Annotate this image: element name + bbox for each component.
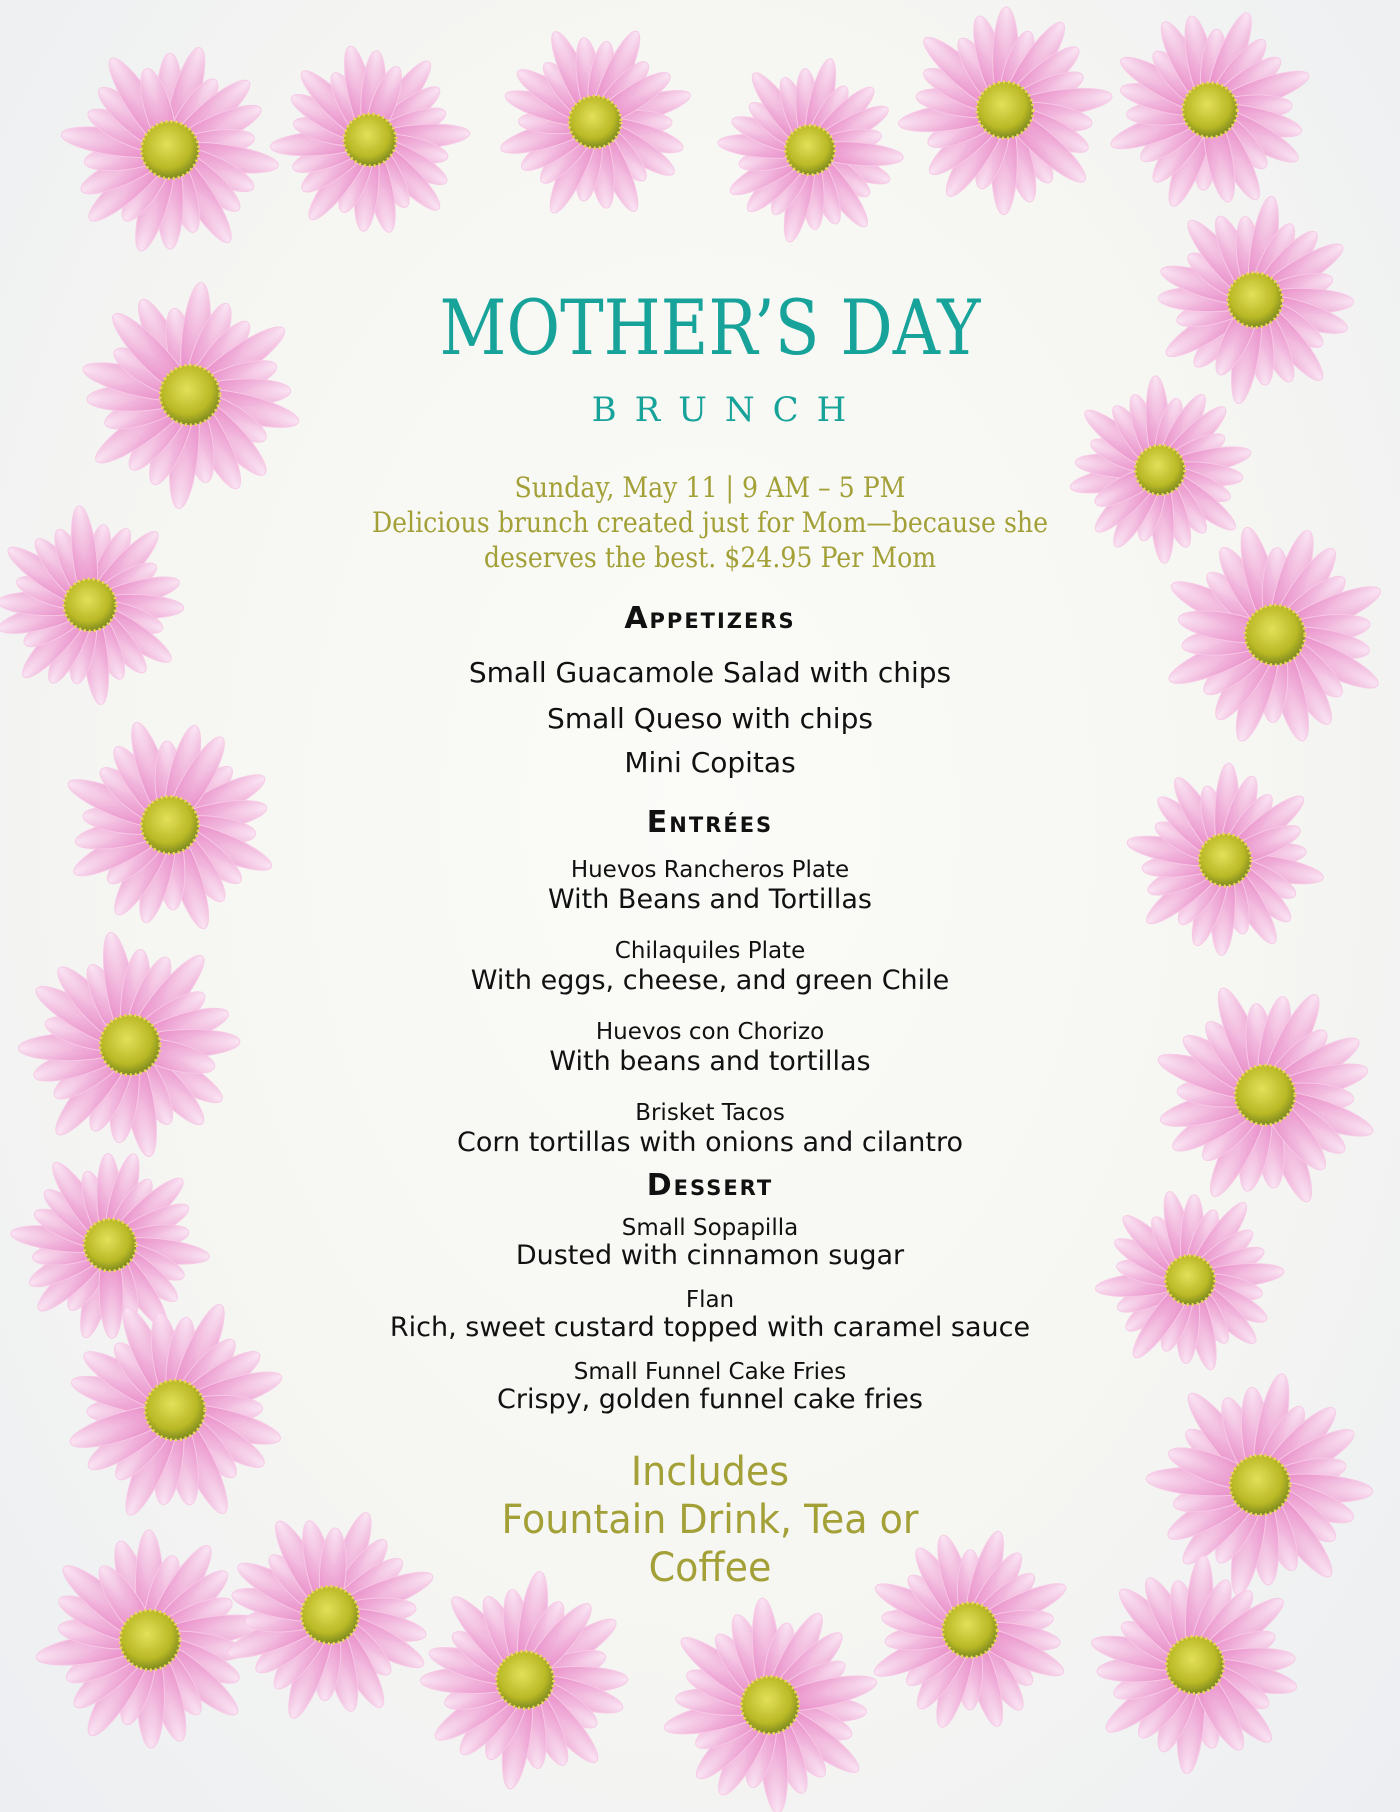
entree-description: Corn tortillas with onions and cilantro bbox=[457, 1127, 963, 1158]
includes-label: Includes bbox=[630, 1449, 790, 1495]
daisy-flower bbox=[1095, 1189, 1285, 1372]
daisy-flower bbox=[1164, 524, 1386, 745]
dessert-name: Flan bbox=[685, 1287, 735, 1313]
dessert-heading: Dessert bbox=[646, 1168, 774, 1203]
dessert-description: Dusted with cinnamon sugar bbox=[515, 1240, 905, 1271]
page-title: MOTHER’S DAY bbox=[439, 283, 981, 372]
includes-coffee: Coffee bbox=[648, 1545, 772, 1591]
brunch-menu bbox=[300, 0, 1120, 1812]
entree-name: Huevos Rancheros Plate bbox=[570, 857, 850, 883]
appetizer-item: Small Guacamole Salad with chips bbox=[468, 656, 952, 689]
entree-name: Huevos con Chorizo bbox=[595, 1019, 825, 1045]
appetizers-heading: Appetizers bbox=[624, 601, 796, 636]
dessert-description: Rich, sweet custard topped with caramel sauce bbox=[389, 1312, 1031, 1343]
entree-description: With eggs, cheese, and green Chile bbox=[470, 965, 950, 996]
entrees-heading: Entrées bbox=[646, 805, 774, 840]
daisy-flower bbox=[0, 504, 184, 705]
includes-note bbox=[321, 1448, 1100, 1592]
dessert-name: Small Sopapilla bbox=[621, 1215, 799, 1241]
daisy-flower bbox=[66, 1299, 285, 1520]
daisy-flower bbox=[1157, 194, 1353, 405]
event-description: Delicious brunch created just for Mom—because she bbox=[371, 506, 1049, 539]
daisy-flower bbox=[1146, 1371, 1374, 1597]
daisy-flower bbox=[34, 1530, 265, 1748]
daisy-flower bbox=[80, 281, 302, 510]
appetizer-item: Mini Copitas bbox=[624, 746, 796, 779]
daisy-flower bbox=[1125, 763, 1325, 956]
dessert-description: Crispy, golden funnel cake fries bbox=[497, 1384, 923, 1415]
appetizer-item: Small Queso with chips bbox=[547, 702, 873, 735]
daisy-flower bbox=[1107, 8, 1313, 210]
entree-name: Chilaquiles Plate bbox=[614, 938, 806, 964]
dessert-name: Small Funnel Cake Fries bbox=[573, 1359, 847, 1385]
event-info bbox=[300, 470, 1120, 575]
entree-name: Brisket Tacos bbox=[635, 1100, 785, 1126]
entree-description: With beans and tortillas bbox=[549, 1046, 871, 1077]
daisy-flower bbox=[59, 44, 280, 255]
includes-drinks: Fountain Drink, Tea or bbox=[501, 1497, 919, 1543]
daisy-flower bbox=[1154, 983, 1377, 1206]
daisy-flower bbox=[10, 1151, 211, 1341]
page-subtitle: BRUNCH bbox=[591, 390, 865, 430]
daisy-flower bbox=[18, 930, 240, 1159]
event-price: deserves the best. $24.95 Per Mom bbox=[483, 541, 937, 574]
entree-description: With Beans and Tortillas bbox=[548, 884, 872, 915]
event-date-time: Sunday, May 11 | 9 AM – 5 PM bbox=[514, 471, 906, 504]
daisy-flower bbox=[63, 718, 276, 932]
daisy-flower bbox=[1089, 1555, 1299, 1775]
